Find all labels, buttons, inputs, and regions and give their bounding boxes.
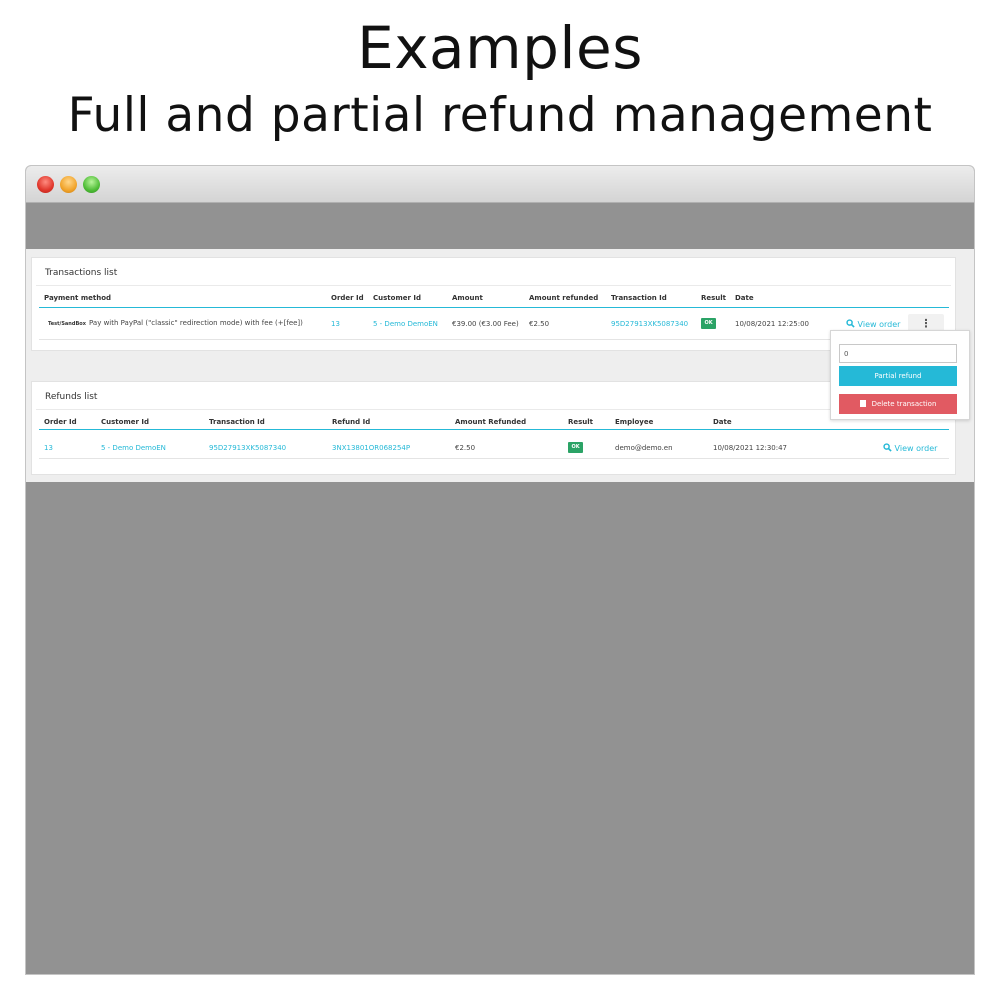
transaction-id-link[interactable]: 95D27913XK5087340 xyxy=(209,444,287,452)
col-order-id: Order Id xyxy=(331,294,364,302)
col-amount-refunded: Amount Refunded xyxy=(455,418,527,426)
search-icon xyxy=(846,319,855,328)
view-order-label: View order xyxy=(857,320,901,329)
payment-method-cell: Pay with PayPal ("classic" redirection mode) with fee (+[fee]) xyxy=(89,319,303,327)
row-divider xyxy=(39,339,949,340)
close-window-button[interactable] xyxy=(37,176,54,193)
search-icon xyxy=(883,443,892,452)
col-amount-refunded: Amount refunded xyxy=(529,294,599,302)
transactions-panel xyxy=(31,257,956,351)
col-refund-id: Refund Id xyxy=(332,418,371,426)
app-window xyxy=(25,165,975,975)
col-date: Date xyxy=(735,294,754,302)
more-vertical-icon: ⋮ xyxy=(920,317,932,330)
refunds-panel xyxy=(31,381,956,475)
customer-link[interactable]: 5 - Demo DemoEN xyxy=(373,320,438,328)
page-title: Examples xyxy=(357,14,643,82)
col-amount: Amount xyxy=(452,294,483,302)
view-order-label: View order xyxy=(894,444,938,453)
row-divider xyxy=(39,458,949,459)
minimize-window-button[interactable] xyxy=(60,176,77,193)
col-customer-id: Customer Id xyxy=(101,418,149,426)
status-badge: OK xyxy=(568,442,583,453)
col-transaction-id: Transaction Id xyxy=(611,294,667,302)
refund-id-link[interactable]: 3NX13801OR068254P xyxy=(332,444,411,452)
col-result: Result xyxy=(701,294,727,302)
employee-cell: demo@demo.en xyxy=(615,444,673,452)
environment-label: Test/SandBox xyxy=(48,321,86,327)
transaction-actions-dropdown xyxy=(830,330,970,420)
transactions-panel-title: Transactions list xyxy=(36,262,951,286)
amount-refunded-cell: €2.50 xyxy=(529,320,550,328)
date-cell: 10/08/2021 12:25:00 xyxy=(735,320,810,328)
trash-icon xyxy=(860,400,866,407)
delete-transaction-label: Delete transaction xyxy=(871,400,937,408)
order-id-link[interactable]: 13 xyxy=(331,320,340,328)
amount-cell: €39.00 (€3.00 Fee) xyxy=(452,320,519,328)
transactions-header-rule xyxy=(39,307,949,308)
transaction-id-link[interactable]: 95D27913XK5087340 xyxy=(611,320,689,328)
order-id-link[interactable]: 13 xyxy=(44,444,53,452)
col-order-id: Order Id xyxy=(44,418,77,426)
col-date: Date xyxy=(713,418,732,426)
partial-refund-button[interactable]: Partial refund xyxy=(839,366,957,386)
date-cell: 10/08/2021 12:30:47 xyxy=(713,444,788,452)
col-employee: Employee xyxy=(615,418,654,426)
col-payment-method: Payment method xyxy=(44,294,112,302)
window-titlebar xyxy=(26,166,974,203)
status-badge: OK xyxy=(701,318,716,329)
refunds-panel-title: Refunds list xyxy=(36,386,951,410)
maximize-window-button[interactable] xyxy=(83,176,100,193)
amount-refunded-cell: €2.50 xyxy=(455,444,476,452)
customer-link[interactable]: 5 - Demo DemoEN xyxy=(101,444,166,452)
view-order-button[interactable] xyxy=(846,319,900,329)
refunds-header-rule xyxy=(39,429,949,430)
view-order-button[interactable] xyxy=(883,443,937,453)
page-subtitle: Full and partial refund management xyxy=(67,88,933,143)
col-result: Result xyxy=(568,418,594,426)
col-customer-id: Customer Id xyxy=(373,294,421,302)
col-transaction-id: Transaction Id xyxy=(209,418,265,426)
refund-amount-input[interactable] xyxy=(839,344,957,363)
delete-transaction-button[interactable] xyxy=(839,394,957,414)
